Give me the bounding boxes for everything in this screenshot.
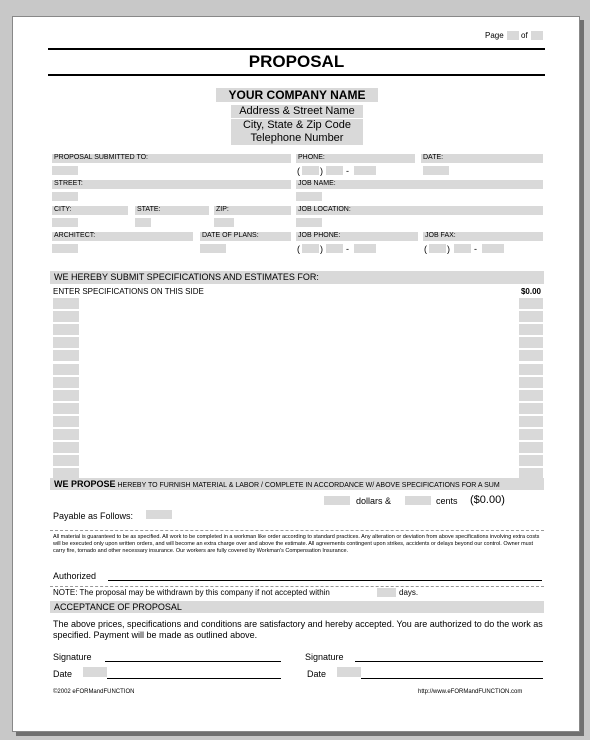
phone-area-field[interactable]	[302, 166, 319, 175]
spec-amount-field[interactable]	[519, 324, 543, 335]
state-field[interactable]	[135, 218, 151, 227]
footer-copyright: ©2002 eFORMandFUNCTION	[53, 689, 135, 695]
job-phone-paren-open: (	[297, 244, 300, 254]
of-label: of	[521, 31, 528, 40]
architect-label: ARCHITECT:	[52, 232, 193, 241]
job-fax-area-field[interactable]	[429, 244, 446, 253]
spec-amount-field[interactable]	[519, 429, 543, 440]
spec-item-field[interactable]	[53, 377, 79, 388]
dollars-label: dollars &	[356, 496, 392, 506]
spec-item-field[interactable]	[53, 403, 79, 414]
date-field-right[interactable]	[337, 667, 361, 677]
title-rule-top	[48, 48, 545, 50]
spec-item-field[interactable]	[53, 442, 79, 453]
job-fax-paren-close: )	[447, 244, 450, 254]
date-of-plans-label: DATE OF PLANS:	[200, 232, 291, 241]
phone-prefix-field[interactable]	[326, 166, 343, 175]
payable-label: Payable as Follows:	[53, 511, 134, 521]
job-name-label: JOB NAME:	[296, 180, 543, 189]
note-divider	[50, 586, 544, 587]
signature-label-right: Signature	[305, 652, 344, 662]
proposal-page	[12, 16, 580, 732]
spec-item-field[interactable]	[53, 350, 79, 361]
submitted-to-field[interactable]	[52, 166, 78, 175]
job-phone-line-field[interactable]	[354, 244, 376, 253]
spec-item-field[interactable]	[53, 337, 79, 348]
phone-line-field[interactable]	[354, 166, 376, 175]
job-phone-paren-close: )	[320, 244, 323, 254]
company-address[interactable]: Address & Street Name	[231, 105, 363, 118]
spec-amount-field[interactable]	[519, 455, 543, 466]
propose-total: ($0.00)	[470, 494, 505, 506]
date-line-right[interactable]	[361, 678, 543, 679]
architect-field[interactable]	[52, 244, 78, 253]
spec-amount-field[interactable]	[519, 298, 543, 309]
job-phone-area-field[interactable]	[302, 244, 319, 253]
date-label-right: Date	[307, 669, 327, 679]
company-phone[interactable]: Telephone Number	[231, 132, 363, 145]
page-number-field[interactable]	[507, 31, 519, 40]
zip-field[interactable]	[214, 218, 234, 227]
cents-label: cents	[436, 496, 458, 506]
footer-url[interactable]: http://www.eFORMandFUNCTION.com	[418, 689, 523, 695]
spec-item-field[interactable]	[53, 311, 79, 322]
spec-amount-field[interactable]	[519, 403, 543, 414]
authorized-line[interactable]	[108, 580, 542, 581]
spec-amount-field[interactable]	[519, 442, 543, 453]
note-text: NOTE: The proposal may be withdrawn by this company if not accepted within	[53, 588, 330, 597]
spec-amount-field[interactable]	[519, 390, 543, 401]
phone-paren-close: )	[320, 166, 323, 176]
spec-item-field[interactable]	[53, 364, 79, 375]
job-fax-label: JOB FAX:	[423, 232, 543, 241]
phone-label: PHONE:	[296, 154, 415, 163]
submitted-to-label: PROPOSAL SUBMITTED TO:	[52, 154, 291, 163]
date-line-left[interactable]	[107, 678, 281, 679]
job-fax-paren-open: (	[424, 244, 427, 254]
date-field-left[interactable]	[83, 667, 107, 677]
job-phone-label: JOB PHONE:	[296, 232, 418, 241]
job-fax-line-field[interactable]	[482, 244, 504, 253]
spec-amount-field[interactable]	[519, 416, 543, 427]
spec-amount-field[interactable]	[519, 468, 543, 479]
payable-field[interactable]	[146, 510, 172, 519]
spec-item-field[interactable]	[53, 324, 79, 335]
acceptance-text: The above prices, specifications and conditions are satisfactory and hereby accepted. You are authorized to do the work as specified. Payment will be made as outlined above.	[53, 619, 543, 640]
propose-bold: WE PROPOSE	[54, 479, 116, 489]
spec-amount-field[interactable]	[519, 337, 543, 348]
specs-text-area[interactable]	[81, 298, 517, 478]
page-total-field[interactable]	[531, 31, 543, 40]
street-label: STREET:	[52, 180, 291, 189]
specs-header: WE HEREBY SUBMIT SPECIFICATIONS AND ESTIMATES FOR:	[50, 271, 544, 284]
company-name[interactable]: YOUR COMPANY NAME	[216, 88, 378, 102]
page-label: Page	[485, 31, 504, 40]
signature-line-left[interactable]	[105, 661, 281, 662]
job-fax-prefix-field[interactable]	[454, 244, 471, 253]
job-location-field[interactable]	[296, 218, 322, 227]
spec-item-field[interactable]	[53, 468, 79, 479]
spec-amount-field[interactable]	[519, 350, 543, 361]
authorized-label: Authorized	[53, 571, 97, 581]
propose-bar	[50, 478, 544, 490]
date-field[interactable]	[423, 166, 449, 175]
spec-item-field[interactable]	[53, 390, 79, 401]
fine-print: All material is guaranteed to be as specified. All work to be completed in a workman like order according to standard practices. Any alteration or deviation from above specifications involving extra costs will be executed only upon written orders, and will become an extra charge over and above the estimate. All agreements contingent upon strikes, accidents or delays beyond our control. Owner must carry fire, tornado and other necessary insurance. Our workers are fully covered by Workman's Compensation Insurance.	[53, 534, 540, 554]
title-rule-bottom	[48, 74, 545, 76]
job-phone-prefix-field[interactable]	[326, 244, 343, 253]
job-name-field[interactable]	[296, 192, 322, 201]
signature-label-left: Signature	[53, 652, 92, 662]
date-label: DATE:	[421, 154, 543, 163]
days-field[interactable]	[377, 588, 396, 597]
acceptance-header: ACCEPTANCE OF PROPOSAL	[50, 601, 544, 613]
spec-amount-field[interactable]	[519, 311, 543, 322]
specs-enter-label: ENTER SPECIFICATIONS ON THIS SIDE	[53, 287, 204, 296]
company-city[interactable]: City, State & Zip Code	[231, 119, 363, 132]
job-phone-dash: -	[346, 244, 349, 254]
zip-label: ZIP:	[214, 206, 291, 215]
dollars-field[interactable]	[324, 496, 350, 505]
date-label-left: Date	[53, 669, 73, 679]
spec-item-field[interactable]	[53, 416, 79, 427]
specs-amount: $0.00	[520, 287, 541, 296]
page-title: PROPOSAL	[248, 52, 345, 71]
state-label: STATE:	[135, 206, 209, 215]
cents-field[interactable]	[405, 496, 431, 505]
propose-text: HEREBY TO FURNISH MATERIAL & LABOR / COMPLETE IN ACCORDANCE W/ ABOVE SPECIFICATIONS FOR A SUM	[117, 482, 500, 489]
date-of-plans-field[interactable]	[200, 244, 226, 253]
city-field[interactable]	[52, 218, 78, 227]
fine-print-divider	[50, 530, 544, 531]
spec-item-field[interactable]	[53, 429, 79, 440]
job-location-label: JOB LOCATION:	[296, 206, 543, 215]
phone-dash: -	[346, 166, 349, 176]
spec-item-field[interactable]	[53, 455, 79, 466]
job-fax-dash: -	[474, 244, 477, 254]
spec-item-field[interactable]	[53, 298, 79, 309]
signature-line-right[interactable]	[355, 661, 543, 662]
spec-amount-field[interactable]	[519, 377, 543, 388]
note-days: days.	[399, 588, 419, 597]
city-label: CITY:	[52, 206, 128, 215]
street-field[interactable]	[52, 192, 78, 201]
spec-amount-field[interactable]	[519, 364, 543, 375]
phone-paren-open: (	[297, 166, 300, 176]
